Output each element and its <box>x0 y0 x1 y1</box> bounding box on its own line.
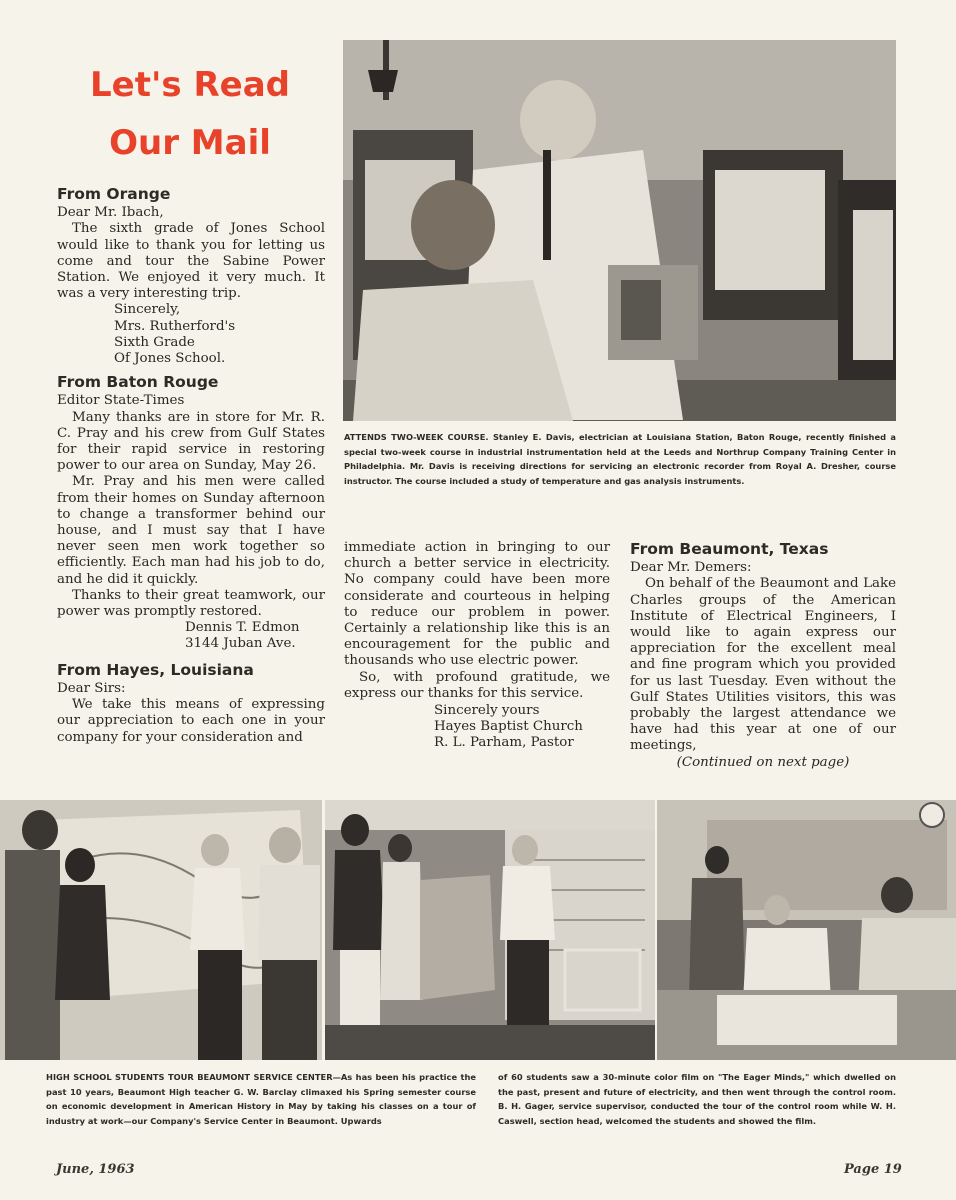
baton-rouge-paragraph: Many thanks are in store for Mr. R. C. Pray and his crew from Gulf States for their rapid service in restoring power to our area on Sunday, May 26. <box>57 409 325 474</box>
title-line-2: Our Mail <box>109 123 271 163</box>
heading-from-hayes: From Hayes, Louisiana <box>57 660 254 679</box>
letters-middle-column <box>344 540 610 752</box>
footer-page-number: Page 19 <box>844 1162 902 1177</box>
top-photo-caption <box>344 430 896 488</box>
heading-from-baton-rouge: From Baton Rouge <box>57 373 219 392</box>
hayes-signature-line: R. L. Parham, Pastor <box>434 735 574 751</box>
top-caption-text: Stanley E. Davis, electrician at Louisiana Station, Baton Rouge, recently finished a special two-week course in industrial instrumentation held at the Leeds and Northrup Company Training Center in Philadelphia. Mr. Davis is receiving directions for servicing an electronic recorder from Royal A. Dresher, course instructor. The course included a study of temperature and gas analysis instruments. <box>344 432 896 486</box>
bottom-caption-left: HIGH SCHOOL STUDENTS TOUR BEAUMONT SERVICE CENTER—As has been his practice the past 10 years, Beaumont High teacher G. W. Barclay climaxed his Spring semester course on economic development in American History in May by taking his classes on a tour of industry at work—our Company's Service Center in Beaumont. Upwards <box>46 1072 476 1126</box>
heading-from-beaumont: From Beaumont, Texas <box>630 540 829 558</box>
letter-from-hayes <box>57 662 325 746</box>
hayes-signature-line: Sincerely yours <box>434 703 540 719</box>
letter-from-baton-rouge <box>57 374 325 652</box>
photo-students-dispatch-board <box>325 800 655 1060</box>
letters-right-column <box>630 541 896 771</box>
footer-date: June, 1963 <box>56 1162 135 1177</box>
photo-instrument-course <box>343 40 896 421</box>
continued-note: (Continued on next page) <box>676 754 850 770</box>
baton-rouge-signature-line: Dennis T. Edmon <box>185 620 300 636</box>
orange-signature-line: Mrs. Rutherford's <box>114 318 236 334</box>
orange-body: The sixth grade of Jones School would like to thank you for letting us come and tour the Sabine Power Station. We enjoyed it very much. It was a very interesting trip. <box>57 221 325 302</box>
beaumont-salutation: Dear Mr. Demers: <box>630 560 752 576</box>
baton-rouge-salutation: Editor State-Times <box>57 393 185 409</box>
beaumont-body: On behalf of the Beaumont and Lake Charles groups of the American Institute of Electrical Engineers, I would like to again express our appreciation for the excellent meal and fine program which you provided for us last Tuesday. Even without the Gulf States Utilities visitors, this was probably the largest attendance we have had this year at one of our meetings, <box>630 576 896 754</box>
orange-signature-line: Of Jones School. <box>114 351 226 367</box>
hayes-salutation: Dear Sirs: <box>57 680 126 696</box>
letters-left-column <box>57 186 325 746</box>
top-caption-lead: ATTENDS TWO-WEEK COURSE. <box>344 432 489 442</box>
orange-signature-line: Sixth Grade <box>114 334 195 350</box>
photo-students-map <box>0 800 322 1060</box>
hayes-paragraph-start: We take this means of expressing our appreciation to each one in your company for your consideration and <box>57 697 325 745</box>
hayes-paragraph-continued: immediate action in bringing to our church a better service in electricity. No company could have been more considerate and courteous in helping to reduce our problem in power. Certainly a relationship like this is an encouragement for the public and thousands who use electric power. <box>344 540 610 669</box>
baton-rouge-paragraph: Mr. Pray and his men were called from their homes on Sunday afternoon to change a transformer behind our house, and I must say that I have never seen men work together so efficiently. Each man had his job to do, and he did it quickly. <box>57 474 325 587</box>
orange-signature-line: Sincerely, <box>114 302 181 318</box>
title-line-1: Let's Read <box>90 65 290 105</box>
letter-from-orange <box>57 186 325 367</box>
heading-from-orange: From Orange <box>57 185 171 203</box>
hayes-signature-line: Hayes Baptist Church <box>434 719 583 735</box>
bottom-caption-right: of 60 students saw a 30-minute color film on "The Eager Minds," which dwelled on the past, present and future of electricity, and then went through the control room. B. H. Gager, service supervisor, conducted the tour of the control room while W. H. Caswell, section head, welcomed the students and showed the film. <box>498 1072 896 1126</box>
baton-rouge-paragraph: Thanks to their great teamwork, our power was promptly restored. <box>57 587 325 620</box>
hayes-paragraph-2: So, with profound gratitude, we express our thanks for this service. <box>344 669 610 701</box>
photo-control-room <box>657 800 956 1060</box>
page-title <box>60 56 320 172</box>
orange-salutation: Dear Mr. Ibach, <box>57 205 164 221</box>
baton-rouge-signature-line: 3144 Juban Ave. <box>185 636 296 652</box>
